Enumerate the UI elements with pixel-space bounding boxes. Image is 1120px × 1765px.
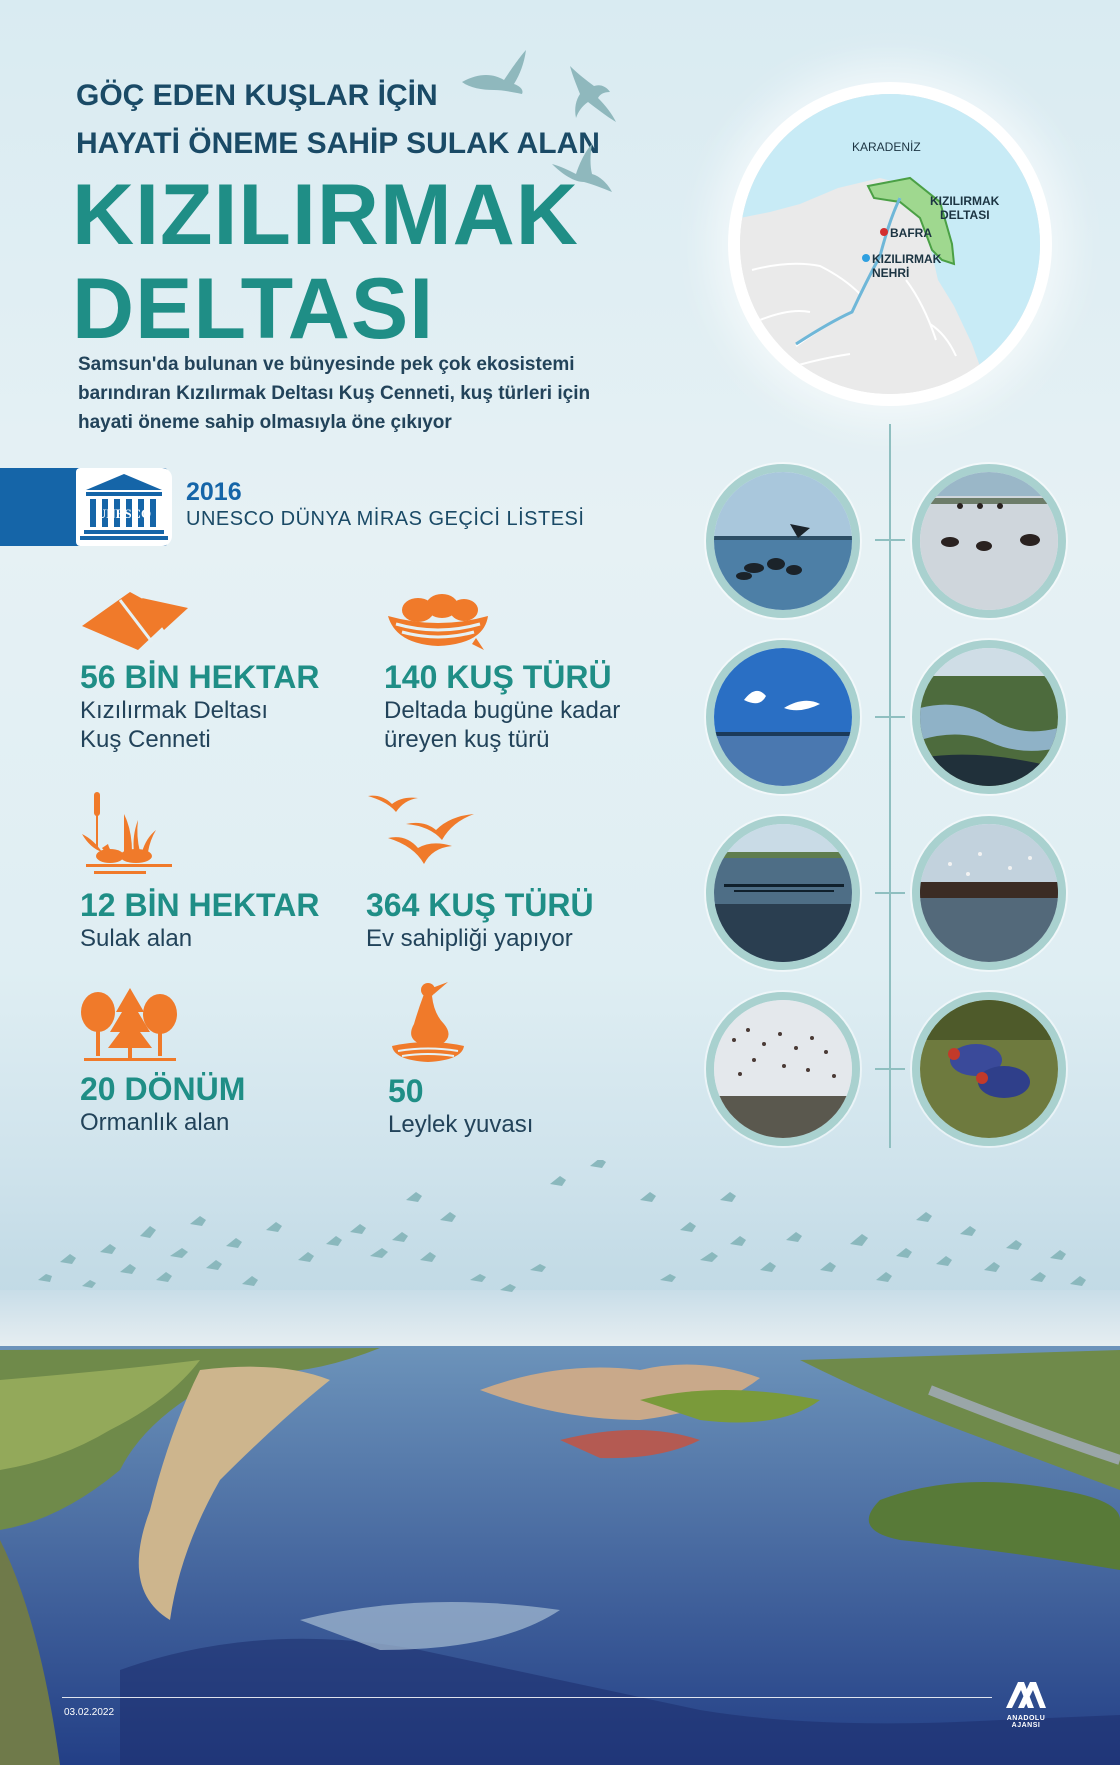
agency-name: ANADOLU AJANSI [1006,1715,1046,1729]
stat-desc-line-1: Kızılırmak Deltası [80,697,269,724]
map-delta-label-1: KIZILIRMAK [930,194,1000,208]
map-sea-label: KARADENİZ [852,140,921,154]
stat-desc-line-1: Sulak alan [80,925,193,952]
page-title [72,168,672,356]
intro-line-2: barındıran Kızılırmak Deltası Kuş Cenneti, kuş türleri için [78,383,591,404]
stat-value: 56 BİN HEKTAR [80,659,320,695]
footer-divider [62,1697,992,1698]
connector-tick [875,539,905,541]
unesco-logo [76,468,172,546]
photo-egrets [706,640,860,794]
photo-aerial-river [912,640,1066,794]
photo-ibis [912,464,1066,618]
stat-stork-nests [388,980,678,1139]
forest-trees-icon [80,986,180,1064]
flying-birds-icon [366,790,486,880]
stat-value: 364 KUŞ TÜRÜ [366,887,594,923]
map-shape [740,94,1040,394]
flock-birds-icon [30,1160,1090,1310]
connector-line [889,424,891,1148]
stat-land-area [80,586,370,754]
photo-flock-water [706,816,860,970]
aa-logo [996,1680,1056,1729]
stat-desc-line-1: Ev sahipliği yapıyor [366,925,573,952]
unesco-temple-icon [76,468,172,546]
kicker-line-2: HAYATİ ÖNEME SAHİP SULAK ALAN [76,127,600,160]
stat-breeding-birds [384,586,674,754]
photo-birds-lake [706,464,860,618]
wetland-reeds-icon [80,790,180,880]
stork-nest-icon [388,980,468,1066]
intro-text [78,350,638,437]
map-delta-label-2: DELTASI [940,208,990,222]
title-line-1: KIZILIRMAK [72,167,579,263]
connector-tick [875,716,905,718]
stat-value: 50 [388,1073,424,1109]
stat-desc-line-1: Ormanlık alan [80,1109,230,1136]
connector-tick [875,1068,905,1070]
footer-date: 03.02.2022 [64,1707,115,1718]
map-city-label: BAFRA [890,226,932,240]
stat-desc-line-1: Leylek yuvası [388,1111,534,1138]
stat-bird-species [366,790,656,953]
nest-eggs-icon [384,586,494,652]
stat-value: 12 BİN HEKTAR [80,887,320,923]
land-area-icon [80,586,190,652]
connector-tick [875,892,905,894]
unesco-label: UNESCO DÜNYA MİRAS GEÇİCİ LİSTESİ [186,508,585,530]
stat-wetland [80,790,370,953]
unesco-logo-text: UNESCO [96,506,152,521]
anadolu-agency-logo-icon [1004,1680,1048,1710]
stat-forest [80,986,370,1137]
photo-swamphen [912,992,1066,1146]
photo-flock-sky [706,992,860,1146]
photo-gulls [912,816,1066,970]
map-river-label-1: KIZILIRMAK [872,252,942,266]
stat-desc-line-2: Kuş Cenneti [80,726,211,753]
map-river-label-2: NEHRİ [872,266,910,280]
unesco-year: 2016 [186,478,242,506]
title-line-2: DELTASI [72,261,435,357]
intro-line-3: hayati öneme sahip olmasıyla öne çıkıyor [78,412,452,433]
map-inner [740,94,1040,394]
delta-landscape [0,1290,1120,1765]
stat-desc-line-2: üreyen kuş türü [384,726,550,753]
location-map [728,82,1052,406]
stat-value: 140 KUŞ TÜRÜ [384,659,612,695]
kicker-line-1: GÖÇ EDEN KUŞLAR İÇİN [76,79,438,112]
intro-line-1: Samsun'da bulunan ve bünyesinde pek çok ekosistemi [78,354,575,375]
stat-value: 20 DÖNÜM [80,1071,246,1107]
stat-desc-line-1: Deltada bugüne kadar [384,697,621,724]
